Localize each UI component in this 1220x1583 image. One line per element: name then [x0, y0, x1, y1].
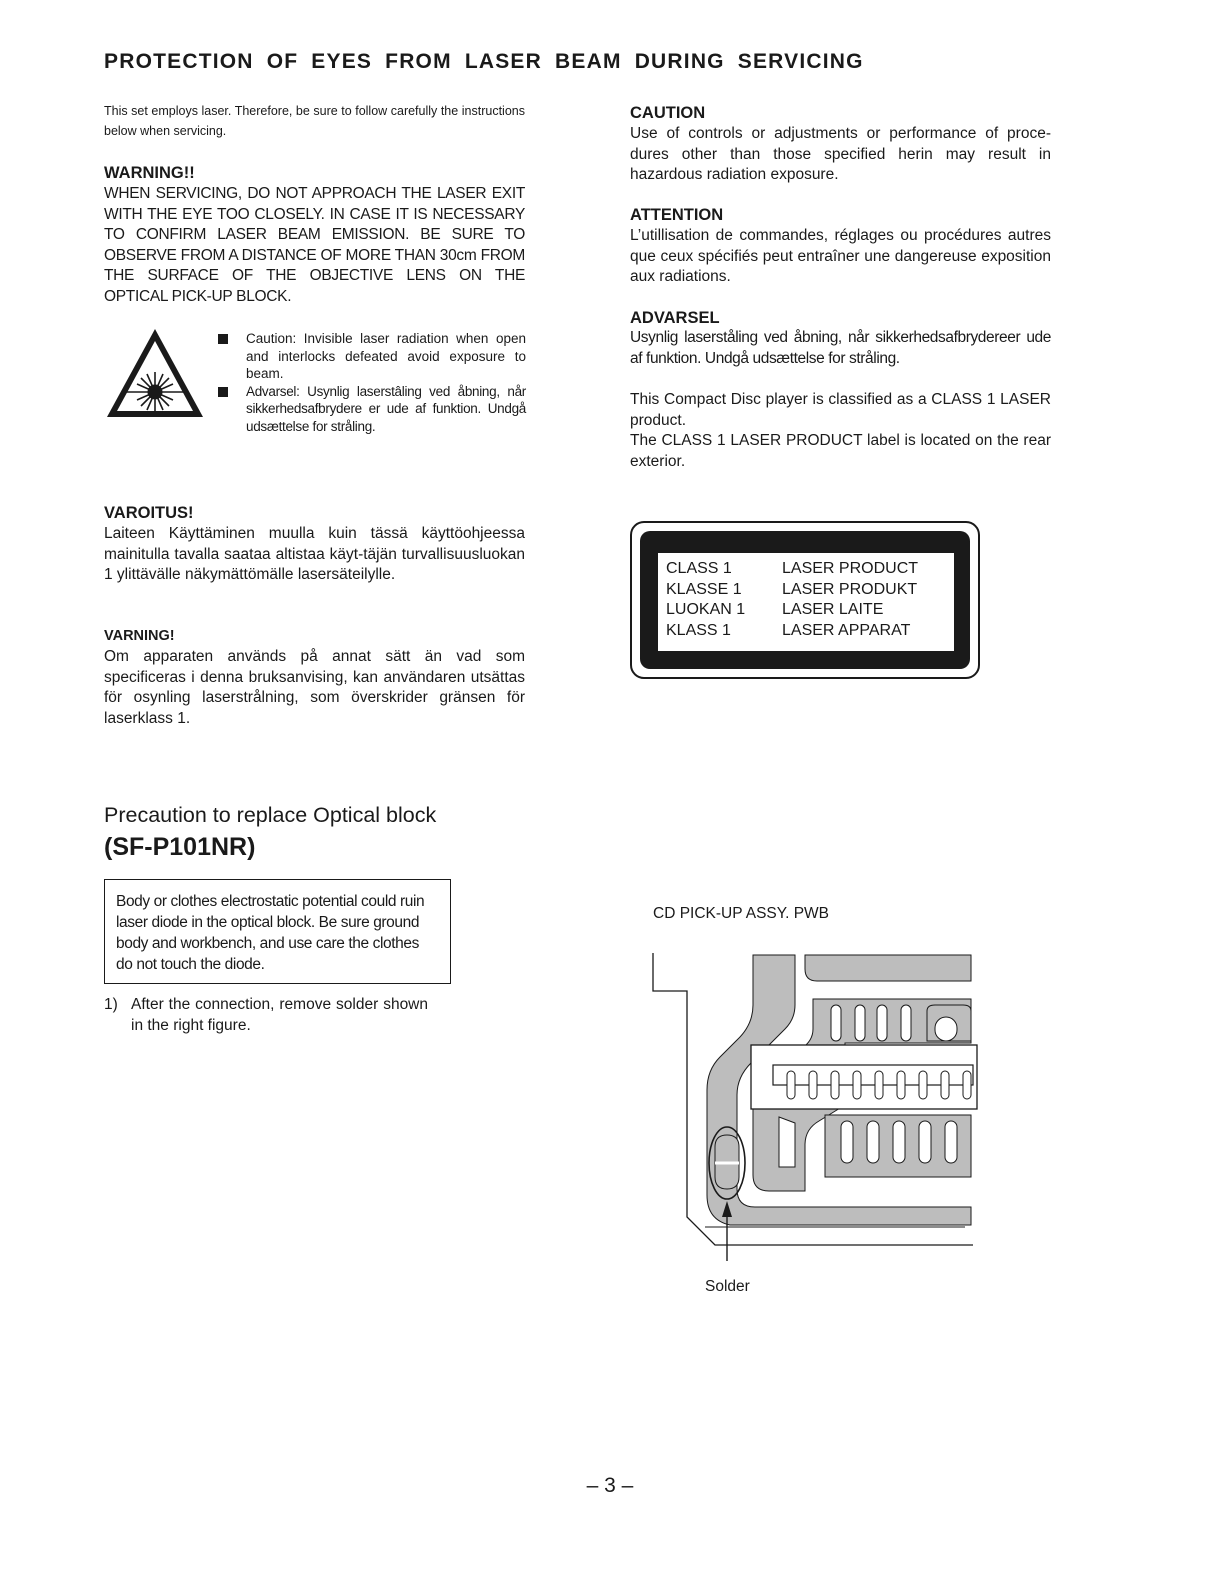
- label-product: LASER PRODUCT: [782, 560, 919, 577]
- caution-heading: CAUTION: [630, 104, 706, 122]
- figure-title: CD PICK-UP ASSY. PWB: [653, 905, 830, 922]
- pwb-diagram: [645, 945, 980, 1265]
- label-row: [666, 621, 911, 642]
- attention-heading: ATTENTION: [630, 206, 724, 224]
- label-product: LASER LAITE: [782, 601, 884, 618]
- intro-text: This set employs laser. Therefore, be sure to follow carefully the instructions below when servicing.: [104, 104, 525, 138]
- label-text-area: [658, 553, 954, 651]
- laser-caution-list: [218, 330, 526, 435]
- label-row: [666, 600, 884, 621]
- warning-heading: WARNING!!: [104, 164, 195, 182]
- label-class: CLASS 1: [666, 560, 732, 577]
- esd-warning-box: Body or clothes electrostatic potential could ruin laser diode in the optical block. Be sure ground body and workbench, and use care the clothes do not touch the diode.: [104, 879, 451, 984]
- caution-item: [218, 383, 526, 436]
- varning-heading: VARNING!: [104, 628, 175, 644]
- precaution-title: Precaution to replace Optical block: [104, 803, 437, 827]
- attention-text: L’utillisation de commandes, réglages ou procédures autres que ceux spécifiés peut entraîner une dangereuse exposition aux radiations.: [630, 227, 1051, 285]
- bullet-square-icon: [218, 387, 228, 397]
- caution-item-text: Advarsel: Usynlig laserstâling ved åbning, når sikkerhedsafbrydere er ude af funktion. Undgå udsættelse for stråling.: [246, 383, 526, 434]
- page-title: PROTECTION OF EYES FROM LASER BEAM DURING SERVICING: [104, 50, 864, 73]
- bullet-square-icon: [218, 334, 228, 344]
- solder-callout: Solder: [705, 1278, 750, 1295]
- varoitus-heading: VAROITUS!: [104, 504, 194, 522]
- class-note: This Compact Disc player is classified as a CLASS 1 LASER product.: [630, 391, 1051, 429]
- advarsel-heading: ADVARSEL: [630, 309, 720, 327]
- step-item: [104, 994, 428, 1036]
- label-class: KLASS 1: [666, 621, 731, 639]
- caution-text: Use of controls or adjustments or performance of proce-dures other than those specified herin may result in hazardous radiation exposure.: [630, 125, 1051, 183]
- warning-text: WHEN SERVICING, DO NOT APPROACH THE LASER EXIT WITH THE EYE TOO CLOSELY. IN CASE IT IS NECESSARY TO CONFIRM LASER BEAM EMISSION. BE SURE TO OBSERVE FROM A DISTANCE OF MORE THAN 30cm FROM THE SURFACE OF THE OBJECTIVE LENS ON THE OPTICAL PICK-UP BLOCK.: [104, 185, 525, 305]
- varoitus-text: Laiteen Käyttäminen muulla kuin tässä käyttöohjeessa mainitulla tavalla saataa altistaa käyt-täjän turvallisuusluokan 1 ylittävälle näkymättömälle lasersäteilylle.: [104, 525, 525, 583]
- label-product: LASER APPARAT: [782, 621, 911, 639]
- label-class: KLASSE 1: [666, 580, 742, 598]
- label-class: LUOKAN 1: [666, 601, 746, 618]
- caution-item: [218, 330, 526, 383]
- label-product: LASER PRODUKT: [782, 580, 918, 598]
- varning-text: Om apparaten används på annat sätt än vad som specificeras i denna bruksanvising, kan användaren utsättas för osynling laserstrålning, som överskrider gränsen för laserklass 1.: [104, 648, 525, 727]
- advarsel-text: Usynlig laserståling ved åbning, når sikkerhedsafbrydereer ude af funktion. Undgå udsættelse for stråling.: [630, 329, 1051, 367]
- label-row: [666, 559, 919, 580]
- label-row: [666, 580, 918, 601]
- laser-warning-triangle-icon: [104, 326, 206, 420]
- caution-item-text: Caution: Invisible laser radiation when open and interlocks defeated avoid exposure to beam.: [246, 331, 526, 381]
- page-number: – 3 –: [586, 1474, 634, 1497]
- step-number: 1): [104, 996, 118, 1013]
- laser-product-label: [630, 521, 980, 679]
- step-text: After the connection, remove solder shown in the right figure.: [131, 996, 428, 1034]
- precaution-model: (SF-P101NR): [104, 833, 256, 861]
- label-note: The CLASS 1 LASER PRODUCT label is located on the rear exterior.: [630, 432, 1051, 470]
- connector: [751, 1045, 977, 1109]
